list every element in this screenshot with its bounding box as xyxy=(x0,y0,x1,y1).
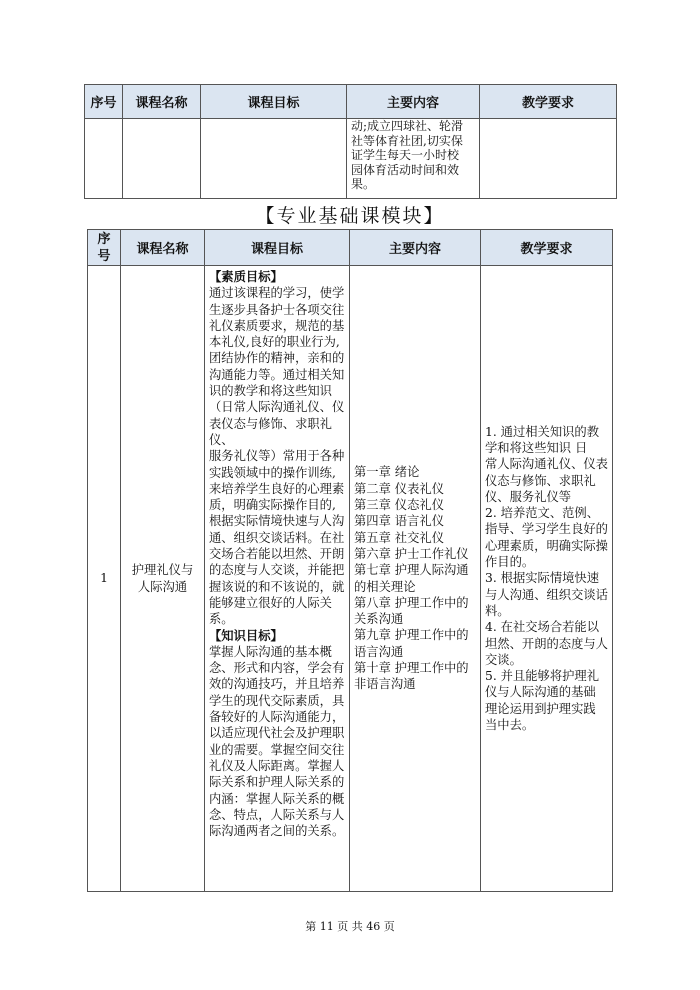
top-row-no xyxy=(85,119,123,199)
quality-goal-line: （日常人际沟通礼仪、仪 xyxy=(209,400,345,415)
requirement-line: 5. 并且能够将护理礼 xyxy=(485,669,600,684)
requirement-line: 当中去。 xyxy=(485,718,535,733)
top-content-line: 园体育活动时间和效 xyxy=(351,162,460,177)
quality-goal-line: 沟通能力等。通过相关知 xyxy=(209,367,345,382)
chapter-line: 非语言沟通 xyxy=(354,677,416,692)
chapter-line: 第一章 绪论 xyxy=(354,465,420,480)
teaching-requirement xyxy=(481,266,613,892)
section-title: 【专业基础课模块】 xyxy=(255,205,445,227)
knowledge-goal-line: 效的沟通技巧，并且培养 xyxy=(209,677,345,692)
requirement-line: 坦然、开朗的态度与人 xyxy=(485,636,608,651)
requirement-line: 理论运用到护理实践 xyxy=(485,701,596,716)
quality-goal-line: 质，明确实际操作目的, xyxy=(209,498,336,513)
chapter-line: 第六章 护士工作礼仪 xyxy=(354,546,469,561)
requirement-line: 4. 在社交场合若能以 xyxy=(485,620,600,635)
course-goal xyxy=(205,266,350,892)
top-content-line: 动;成立四球社、轮滑 xyxy=(351,119,464,133)
top-header-goal: 课程目标 xyxy=(201,85,347,119)
requirement-line: 与人沟通、组织交谈话 xyxy=(485,587,608,602)
top-content-line: 证学生每天一小时校 xyxy=(351,148,460,162)
knowledge-goal-line: 际关系和护理人际关系的 xyxy=(209,775,345,790)
quality-goal-heading: 【素质目标】 xyxy=(209,269,283,284)
knowledge-goal-line: 业的需要。掌握空间交往 xyxy=(209,742,345,757)
knowledge-goal-line: 念、形式和内容，学会有 xyxy=(209,661,345,676)
top-header-name: 课程名称 xyxy=(123,85,201,119)
quality-goal-line: 根据实际情境快速与人沟 xyxy=(209,514,345,529)
header-teaching-requirement: 教学要求 xyxy=(481,230,613,266)
quality-goal-line: 交场合若能以坦然、开朗 xyxy=(209,547,345,562)
requirement-line: 指导、学习学生良好的 xyxy=(485,522,608,537)
quality-goal-line: 通、组织交谈话料。在社 xyxy=(209,530,345,545)
chapter-line: 第十章 护理工作中的 xyxy=(354,660,469,675)
header-main-content: 主要内容 xyxy=(350,230,481,266)
top-table-header xyxy=(85,85,617,119)
top-header-content: 主要内容 xyxy=(347,85,480,119)
knowledge-goal-line: 际沟通两者之间的关系。 xyxy=(209,824,345,839)
quality-goal-line: 能够建立很好的人际关 xyxy=(209,595,332,610)
main-content xyxy=(350,266,481,892)
requirement-line: 心理素质，明确实际操 xyxy=(485,538,608,553)
knowledge-goal-line: 备较好的人际沟通能力， xyxy=(209,710,345,725)
requirement-line: 仪态与修饰、求职礼 xyxy=(485,473,596,488)
quality-goal-line: 识的教学和将这些知识 xyxy=(209,384,332,399)
knowledge-goal-line: 内涵：掌握人际关系的概 xyxy=(209,791,345,806)
requirement-line: 1. 通过相关知识的教 xyxy=(485,424,600,439)
knowledge-goal-line: 掌握人际沟通的基本概 xyxy=(209,644,332,659)
quality-goal-line: 来培养学生良好的心理素 xyxy=(209,481,345,496)
page-footer: 第 11 页 共 46 页 xyxy=(305,920,395,933)
chapter-line: 第八章 护理工作中的 xyxy=(354,595,469,610)
top-content-line: 果。 xyxy=(351,177,376,191)
requirement-line: 3. 根据实际情境快速 xyxy=(485,571,600,586)
requirement-line: 作目的。 xyxy=(485,555,535,570)
quality-goal-line: 的态度与人交谈，并能把 xyxy=(209,563,345,578)
quality-goal-line: 通过该课程的学习，使学 xyxy=(209,286,345,301)
header-no: 序 号 xyxy=(88,230,121,266)
chapter-line: 关系沟通 xyxy=(354,612,404,627)
quality-goal-line: 生逐步具备护士各项交往 xyxy=(209,302,345,317)
requirement-line: 仪与人际沟通的基础 xyxy=(485,685,596,700)
top-row-requirement xyxy=(480,119,617,199)
header-course-goal: 课程目标 xyxy=(205,230,350,266)
requirement-line: 常人际沟通礼仪、仪表 xyxy=(485,457,608,472)
course-name-line: 人际沟通 xyxy=(137,579,188,594)
chapter-line: 第四章 语言礼仪 xyxy=(354,514,444,529)
requirement-line: 料。 xyxy=(485,603,510,618)
course-table-header xyxy=(88,230,613,266)
quality-goal-line: 团结协作的精神，亲和的 xyxy=(209,351,345,366)
requirement-line: 2. 培养范文、范例、 xyxy=(485,506,600,521)
course-name xyxy=(121,266,205,892)
quality-goal-line: 系。 xyxy=(209,612,234,627)
course-name-line: 护理礼仪与 xyxy=(131,563,194,578)
chapter-line: 第三章 仪态礼仪 xyxy=(354,498,444,513)
chapter-line: 第七章 护理人际沟通 xyxy=(354,563,469,578)
knowledge-goal-line: 学生的现代交际素质，具 xyxy=(209,693,345,708)
top-header-requirement: 教学要求 xyxy=(480,85,617,119)
top-row-content xyxy=(347,119,480,199)
knowledge-goal-line: 以适应现代社会及护理职 xyxy=(209,726,345,741)
quality-goal-line: 握该说的和不该说的，就 xyxy=(209,579,345,594)
quality-goal-line: 礼仪素质要求，规范的基 xyxy=(209,318,345,333)
quality-goal-line: 服务礼仪等）常用于各种 xyxy=(209,449,345,464)
row-number: 1 xyxy=(88,266,121,892)
course-table xyxy=(87,229,613,892)
top-row-name xyxy=(123,119,201,199)
chapter-line: 第九章 护理工作中的 xyxy=(354,628,469,643)
knowledge-goal-line: 礼仪及人际距离。掌握人 xyxy=(209,758,345,773)
knowledge-goal-heading: 【知识目标】 xyxy=(209,627,283,643)
course-row xyxy=(88,266,613,892)
top-table-row xyxy=(85,119,617,199)
top-table xyxy=(84,84,617,199)
requirement-line: 学和将这些知识 日 xyxy=(485,440,588,455)
header-course-name: 课程名称 xyxy=(121,230,205,266)
requirement-line: 仪、服务礼仪等 xyxy=(485,489,572,504)
knowledge-goal-line: 念、特点，人际关系与人 xyxy=(209,807,345,822)
top-header-no: 序号 xyxy=(85,85,123,119)
quality-goal-line: 本礼仪,良好的职业行为, xyxy=(209,335,340,350)
quality-goal-line: 实践领域中的操作训练, xyxy=(209,465,336,480)
top-row-goal xyxy=(201,119,347,199)
top-content-line: 社等体育社团,切实保 xyxy=(351,133,463,148)
requirement-line: 交谈。 xyxy=(485,652,522,667)
chapter-line: 第二章 仪表礼仪 xyxy=(354,481,444,496)
chapter-line: 的相关理论 xyxy=(354,579,416,594)
quality-goal-line: 表仪态与修饰、求职礼仪、 xyxy=(209,416,332,447)
chapter-line: 语言沟通 xyxy=(354,644,404,659)
chapter-line: 第五章 社交礼仪 xyxy=(354,530,444,545)
